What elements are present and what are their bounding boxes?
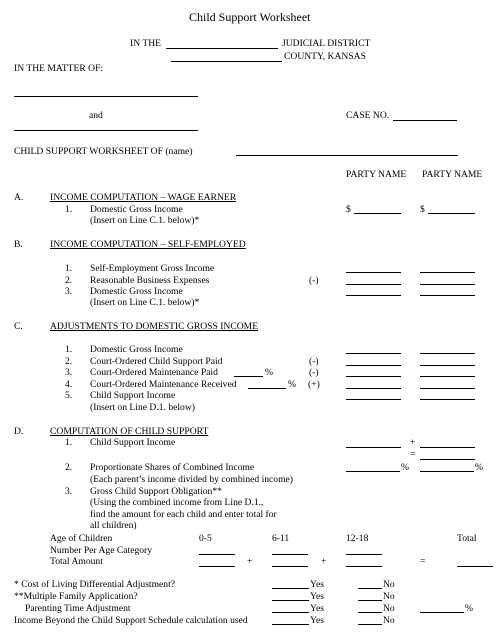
in-the-matter-of-label: IN THE MATTER OF: bbox=[14, 63, 104, 74]
in-the-label: IN THE bbox=[130, 38, 161, 49]
minus-sign: (-) bbox=[309, 367, 319, 378]
section-c-row1-field-1[interactable] bbox=[346, 353, 401, 354]
section-d-item-number: 1. bbox=[65, 437, 73, 448]
judicial-district-label: JUDICIAL DISTRICT bbox=[282, 38, 371, 49]
case-no-label: CASE NO. bbox=[346, 110, 390, 121]
amount-0-5-field[interactable] bbox=[199, 566, 235, 567]
section-c-row3-field-2[interactable] bbox=[420, 376, 475, 377]
no-label: No bbox=[383, 615, 395, 626]
yes-label: Yes bbox=[310, 603, 324, 614]
section-b-row3-field-1[interactable] bbox=[346, 295, 401, 296]
and-label: and bbox=[89, 110, 103, 121]
parenting-time-percent-field[interactable] bbox=[420, 612, 464, 613]
age-range-label: 0-5 bbox=[199, 533, 212, 544]
parenting-time-yes-field[interactable] bbox=[272, 612, 309, 613]
maintenance-paid-percent-field[interactable] bbox=[234, 376, 263, 377]
amount-6-11-field[interactable] bbox=[272, 566, 308, 567]
section-c-item-label: Court-Ordered Maintenance Received bbox=[90, 379, 237, 390]
section-a-item-label: Domestic Gross Income bbox=[90, 204, 183, 215]
section-b-item-label: Domestic Gross Income bbox=[90, 286, 183, 297]
section-b-heading: INCOME COMPUTATION – SELF-EMPLOYED bbox=[50, 239, 246, 250]
section-a-income-field-1[interactable] bbox=[354, 213, 401, 214]
minus-sign: (-) bbox=[309, 356, 319, 367]
cost-of-living-label: * Cost of Living Differential Adjustment? bbox=[14, 579, 176, 590]
section-d-heading: COMPUTATION OF CHILD SUPPORT bbox=[50, 426, 209, 437]
page-title: Child Support Worksheet bbox=[189, 10, 311, 24]
proportionate-share-field-2[interactable] bbox=[420, 471, 474, 472]
plus-sign: + bbox=[321, 556, 327, 567]
section-c-item-label: Court-Ordered Maintenance Paid bbox=[90, 367, 218, 378]
section-d-item-number: 3. bbox=[65, 486, 73, 497]
minus-sign: (-) bbox=[309, 275, 319, 286]
yes-label: Yes bbox=[310, 591, 324, 602]
section-a-item-number: 1. bbox=[65, 204, 73, 215]
cost-of-living-yes-field[interactable] bbox=[272, 588, 309, 589]
age-range-label: 6-11 bbox=[272, 533, 290, 544]
section-b-item-number: 1. bbox=[65, 263, 73, 274]
section-d-item-number: 2. bbox=[65, 462, 73, 473]
party-name-header-1: PARTY NAME bbox=[346, 169, 407, 180]
case-no-field[interactable] bbox=[393, 120, 457, 121]
section-c-row4-field-1[interactable] bbox=[346, 388, 401, 389]
no-label: No bbox=[383, 603, 395, 614]
county-kansas-label: COUNTY, KANSAS bbox=[284, 51, 366, 62]
section-b-row2-field-2[interactable] bbox=[420, 284, 475, 285]
age-range-label: 12-18 bbox=[346, 533, 369, 544]
section-c-heading: ADJUSTMENTS TO DOMESTIC GROSS INCOME bbox=[50, 321, 259, 332]
section-d-item-note: (Using the combined income from Line D.1., bbox=[90, 497, 264, 508]
section-c-row5-field-2[interactable] bbox=[420, 399, 475, 400]
count-0-5-field[interactable] bbox=[199, 554, 235, 555]
section-c-letter: C. bbox=[14, 321, 23, 332]
section-d-item-note: find the amount for each child and enter total for bbox=[90, 509, 277, 520]
parenting-time-no-field[interactable] bbox=[358, 612, 382, 613]
section-a-item-note: (Insert on Line C.1. below)* bbox=[90, 215, 200, 226]
section-c-item-label: Court-Ordered Child Support Paid bbox=[90, 356, 223, 367]
cost-of-living-no-field[interactable] bbox=[358, 588, 382, 589]
section-d-letter: D. bbox=[14, 426, 24, 437]
worksheet-of-label: CHILD SUPPORT WORKSHEET OF (name) bbox=[14, 146, 193, 157]
total-label: Total bbox=[457, 533, 477, 544]
section-b-item-label: Self-Employment Gross Income bbox=[90, 263, 215, 274]
section-b-row3-field-2[interactable] bbox=[420, 295, 475, 296]
section-b-row1-field-1[interactable] bbox=[346, 272, 401, 273]
amount-12-18-field[interactable] bbox=[346, 566, 382, 567]
section-c-note: (Insert on Line D.1. below) bbox=[90, 402, 195, 413]
worksheet-name-field[interactable] bbox=[236, 155, 458, 156]
section-c-row3-field-1[interactable] bbox=[346, 376, 401, 377]
section-c-item-number: 4. bbox=[65, 379, 73, 390]
plus-sign: + bbox=[247, 556, 253, 567]
section-c-row5-field-1[interactable] bbox=[346, 399, 401, 400]
section-b-letter: B. bbox=[14, 239, 23, 250]
count-12-18-field[interactable] bbox=[346, 554, 382, 555]
percent-sign: % bbox=[265, 367, 273, 378]
section-d-item-label: Proportionate Shares of Combined Income bbox=[90, 462, 255, 473]
dollar-sign: $ bbox=[346, 204, 351, 215]
combined-income-field[interactable] bbox=[420, 459, 475, 460]
equals-sign: = bbox=[420, 556, 426, 567]
no-label: No bbox=[383, 591, 395, 602]
party-one-field[interactable] bbox=[14, 96, 198, 97]
party-two-field[interactable] bbox=[14, 130, 198, 131]
section-a-income-field-2[interactable] bbox=[428, 213, 475, 214]
section-a-letter: A. bbox=[14, 192, 24, 203]
section-c-item-label: Domestic Gross Income bbox=[90, 344, 183, 355]
age-of-children-label: Age of Children bbox=[50, 533, 113, 544]
party-name-header-2: PARTY NAME bbox=[422, 169, 483, 180]
income-beyond-no-field[interactable] bbox=[358, 624, 382, 625]
judicial-district-field[interactable] bbox=[166, 48, 278, 49]
county-field[interactable] bbox=[171, 61, 282, 62]
section-c-item-number: 5. bbox=[65, 390, 73, 401]
section-c-item-number: 1. bbox=[65, 344, 73, 355]
section-d-item-label: Child Support Income bbox=[90, 437, 176, 448]
count-6-11-field[interactable] bbox=[272, 554, 308, 555]
section-c-item-number: 3. bbox=[65, 367, 73, 378]
plus-sign: (+) bbox=[308, 379, 320, 390]
percent-sign: % bbox=[401, 462, 409, 473]
section-d-item-note: (Each parent’s income divided by combined income) bbox=[90, 474, 294, 485]
section-c-row2-field-2[interactable] bbox=[420, 365, 475, 366]
child-support-income-field-2[interactable] bbox=[420, 447, 475, 448]
percent-sign: % bbox=[288, 379, 296, 390]
proportionate-share-field-1[interactable] bbox=[346, 471, 400, 472]
percent-sign: % bbox=[475, 462, 483, 473]
yes-label: Yes bbox=[310, 615, 324, 626]
multiple-family-label: **Multiple Family Application? bbox=[14, 591, 138, 602]
plus-sign: + bbox=[410, 437, 416, 448]
section-d-item-label: Gross Child Support Obligation** bbox=[90, 486, 222, 497]
section-b-item-number: 2. bbox=[65, 275, 73, 286]
section-a-heading: INCOME COMPUTATION – WAGE EARNER bbox=[50, 192, 237, 203]
yes-label: Yes bbox=[310, 579, 324, 590]
section-c-row2-field-1[interactable] bbox=[346, 365, 401, 366]
section-b-note: (Insert on Line C.1. below)* bbox=[90, 297, 200, 308]
section-d-item-note: all children) bbox=[90, 520, 137, 531]
child-support-income-field-1[interactable] bbox=[346, 447, 401, 448]
total-amount-field[interactable] bbox=[457, 566, 493, 567]
income-beyond-yes-field[interactable] bbox=[272, 624, 309, 625]
section-c-item-number: 2. bbox=[65, 356, 73, 367]
multiple-family-yes-field[interactable] bbox=[272, 600, 309, 601]
section-c-item-label: Child Support Income bbox=[90, 390, 176, 401]
multiple-family-no-field[interactable] bbox=[358, 600, 382, 601]
maintenance-received-percent-field[interactable] bbox=[248, 388, 286, 389]
section-c-row4-field-2[interactable] bbox=[420, 388, 475, 389]
dollar-sign: $ bbox=[420, 204, 425, 215]
section-b-item-label: Reasonable Business Expenses bbox=[90, 275, 210, 286]
number-per-age-label: Number Per Age Category bbox=[50, 545, 153, 556]
income-beyond-schedule-label: Income Beyond the Child Support Schedule calculation used bbox=[14, 615, 248, 626]
total-amount-label: Total Amount bbox=[50, 556, 103, 567]
parenting-time-label: Parenting Time Adjustment bbox=[25, 603, 131, 614]
section-c-row1-field-2[interactable] bbox=[420, 353, 475, 354]
equals-sign: = bbox=[410, 449, 416, 460]
section-b-row1-field-2[interactable] bbox=[420, 272, 475, 273]
no-label: No bbox=[383, 579, 395, 590]
percent-sign: % bbox=[465, 603, 473, 614]
section-b-row2-field-1[interactable] bbox=[346, 284, 401, 285]
section-b-item-number: 3. bbox=[65, 286, 73, 297]
